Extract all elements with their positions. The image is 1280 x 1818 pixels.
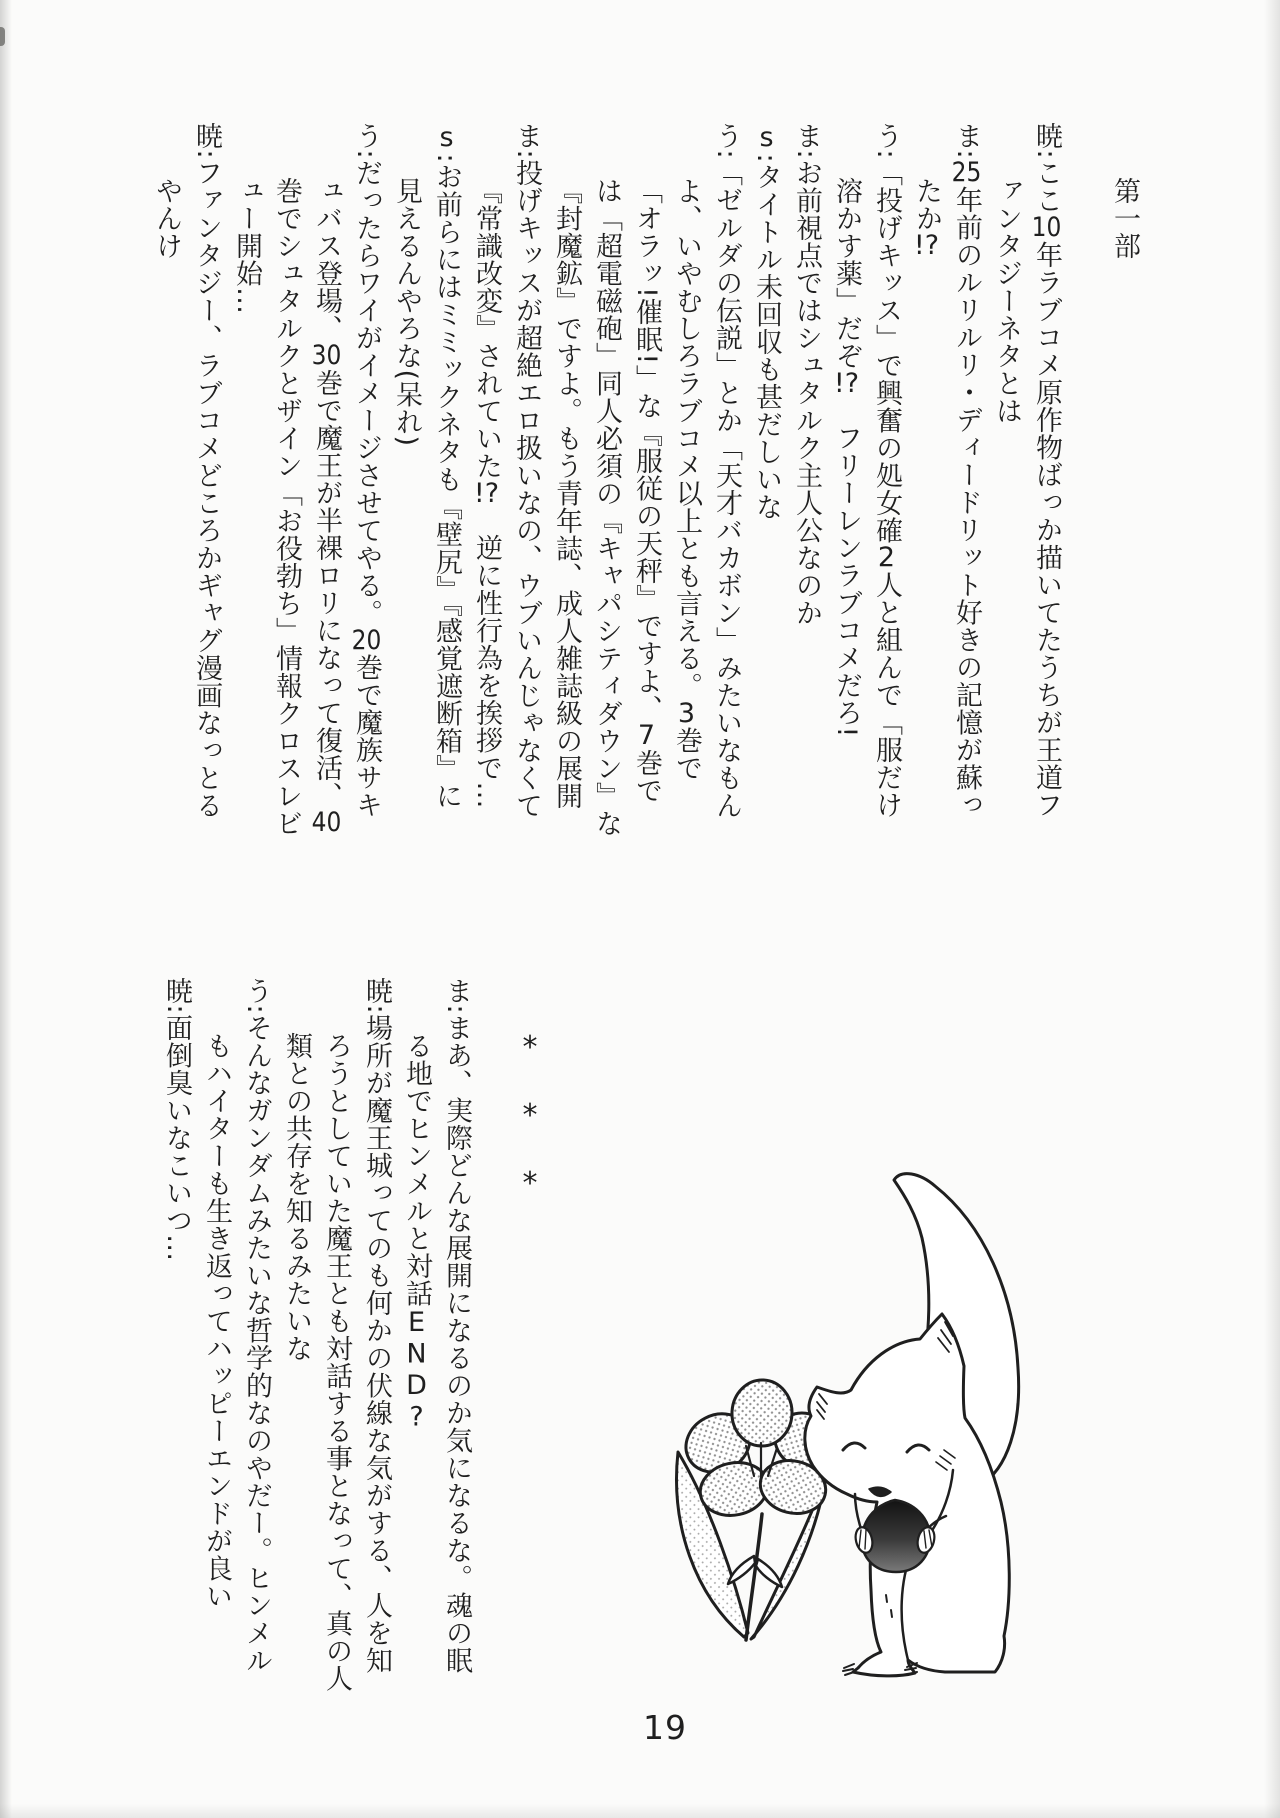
text-column: 暁:面倒臭いなこいつ… — [161, 977, 192, 1262]
tatechuyoko-run: 25 — [951, 159, 982, 187]
text-column: 類との共存を知るみたいな — [281, 1032, 312, 1362]
tatechuyoko-run: 30 — [311, 342, 342, 369]
text-column: 見えるんやろな(呆れ) — [391, 177, 422, 447]
dialogue-bottom-section — [156, 977, 476, 1727]
tatechuyoko-run: 7 — [637, 722, 656, 750]
text-column: ま:25年前のルリルリ・ディードリット好きの記憶が蘇っ — [951, 122, 982, 819]
squirrel-and-flower-illustration — [555, 1140, 1025, 1700]
text-column: 『常識改変』されていた!? 逆に性行為を挨拶で… — [471, 177, 502, 809]
text-column: は「超電磁砲」同人必須の『キャパシティダウン』な — [591, 177, 622, 837]
text-column: 暁:ファンタジー、ラブコメどころかギャグ漫画なっとる — [191, 122, 222, 820]
text-column: たか!? — [911, 177, 942, 259]
text-column: ァンタジーネタとは — [991, 177, 1022, 425]
text-column: もハイターも生き返ってハッピーエンドが良い — [201, 1032, 232, 1610]
text-column: ま:お前視点ではシュタルク主人公なのか — [791, 122, 822, 627]
text-column: ま:投げキッスが超絶エロ扱いなの、ウブいんじゃなくて — [511, 122, 542, 820]
text-column: ュー開始… — [231, 177, 262, 315]
page-right-edge-shading — [1264, 0, 1280, 1818]
text-column: 暁:場所が魔王城ってのも何かの伏線な気がする、人を知 — [361, 977, 392, 1675]
text-column: う:そんなガンダムみたいな哲学的なのやだー。ヒンメル — [241, 977, 272, 1675]
asterisk: * — [522, 1098, 538, 1133]
tatechuyoko-run: 40 — [311, 809, 342, 836]
page-number: 19 — [643, 1708, 687, 1747]
tatechuyoko-run: !? — [473, 479, 500, 507]
text-column: 「オラッ!催眠!」な『服従の天秤』ですよ、7巻で — [631, 177, 662, 805]
section-heading: 第一部 — [1109, 177, 1140, 260]
page-left-edge-shading — [0, 0, 12, 1818]
dialogue-top-section — [146, 122, 1066, 867]
tatechuyoko-run: !? — [833, 369, 860, 397]
flower-stem — [746, 1514, 762, 1640]
tatechuyoko-run: 20 — [351, 626, 382, 654]
text-column: 『封魔鉱』ですよ。もう青年誌、成人雑誌級の展開 — [551, 177, 582, 810]
text-column: う:だったらワイがイメージさせてやる。20巻で魔族サキ — [351, 122, 382, 819]
asterisk: * — [522, 1030, 538, 1065]
scan-artifact-mark — [0, 27, 5, 46]
upright-latin-run: s — [431, 122, 462, 154]
tatechuyoko-run: 3 — [677, 699, 696, 727]
tatechuyoko-run: 2 — [877, 544, 896, 572]
text-column: ま:まあ、実際どんな展開になるのか気になるな。魂の眠 — [441, 977, 472, 1675]
text-column: る地でヒンメルと対話END? — [401, 1032, 432, 1433]
upright-latin-run: END? — [401, 1307, 432, 1433]
text-column: s:タイトル未回収も甚だしいな — [751, 122, 782, 521]
tatechuyoko-run: !? — [913, 232, 940, 259]
stem-leaf-left — [728, 1556, 755, 1584]
text-column: う:「ゼルダの伝説」とか「天才バカボン」みたいなもん — [711, 122, 742, 820]
text-column: う:「投げキッス」で興奮の処女確2人と組んで「服だけ — [871, 122, 902, 819]
text-column: ろうとしていた魔王とも対話する事となって、真の人 — [321, 1032, 352, 1692]
text-column: 巻でシュタルクとザイン「お役勃ち」情報クロスレビ — [271, 177, 302, 837]
asterisk: * — [522, 1166, 538, 1201]
upright-latin-run: s — [751, 122, 782, 154]
stem-leaf-right — [756, 1559, 782, 1587]
text-column: 溶かす薬」だぞ!? フリーレンラブコメだろ! — [831, 177, 862, 738]
tatechuyoko-run: 10 — [1031, 214, 1062, 242]
scene-separator-asterisks — [514, 1030, 546, 1201]
text-column: やんけ — [151, 177, 182, 260]
text-column: s:お前らにはミミックネタも『壁尻』『感覚遮断箱』に — [431, 122, 462, 810]
text-column: よ、いやむしろラブコメ以上とも言える。3巻で — [671, 177, 702, 782]
page-bottom-edge-shading — [0, 1804, 1280, 1818]
text-column: ュバス登場、30巻で魔王が半裸ロリになって復活、40 — [311, 177, 342, 836]
text-column: 暁:ここ10年ラブコメ原作物ばっか描いてたうちが王道フ — [1031, 122, 1062, 819]
